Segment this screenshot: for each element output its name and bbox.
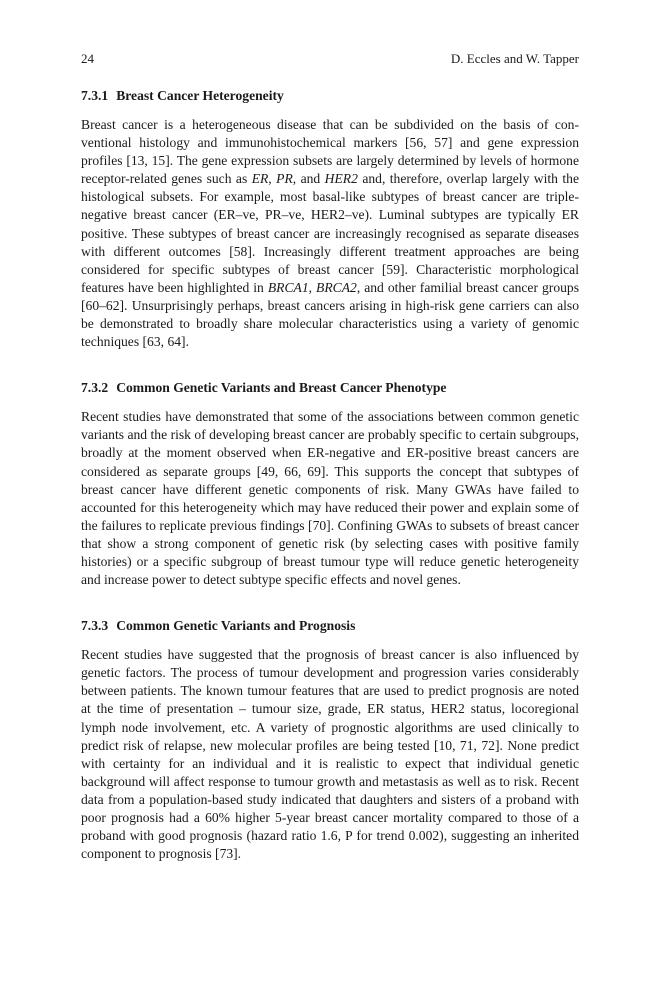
section-7-3-2 <box>81 379 579 589</box>
running-authors: D. Eccles and W. Tapper <box>450 51 579 66</box>
section-paragraph: Recent studies have demonstrated that some of the associations between common genetic variants and the risk of developing breast cancer are probably specific to certain subgroups, broadly at the moment observed when ER-negative and ER-positive breast cancers are considered as separate groups [49, 66, 69]. This supports the concept that subtypes of breast cancer have different genetic components of risk. Many GWAs have failed to accounted for this heterogeneity which may have reduced their power and explain some of the failures to replicate previous findings [70]. Confining GWAs to subsets of breast cancer that show a strong component of genetic risk (by selecting cases with positive family histories) or a specific subgroup of breast tumour type will reduce genetic heterogeneity and increase power to detect subtype specific effects and novel genes. <box>81 409 579 588</box>
section-7-3-3 <box>81 617 579 863</box>
section-number: 7.3.3 <box>81 618 109 634</box>
page-number: 24 <box>81 51 94 66</box>
section-number: 7.3.1 <box>81 88 109 103</box>
section-paragraph: Breast cancer is a heterogeneous disease that can be subdivided on the basis of conventional histology and immunohistochemical markers [56, 57] and gene expression profiles [13, 15]. The gene expression subsets are largely determined by levels of hormone receptor-related genes such as ER, PR, and HER2 and, therefore, overlap largely with the histological subsets. For example, most basal-like subtypes of breast cancer are triple-negative breast cancer (ER–ve, PR–ve, HER2–ve). Luminal subtypes are typically ER positive. These subtypes of breast cancer are increasingly recognised as separate diseases with different outcomes [58]. Increasingly different treatment approaches are being considered for specific subtypes of breast cancer [59]. Characteristic morphological features have been highlighted in BRCA1, BRCA2, and other familial breast cancer groups [60–62]. Unsurprisingly perhaps, breast cancers arising in high-risk gene carriers can also be demonstrated to broadly share molecular characteristics using a variety of genomic techniques [63, 64]. <box>81 117 580 350</box>
document-page <box>81 51 579 891</box>
section-heading <box>81 87 579 105</box>
section-paragraph: Recent studies have suggested that the prognosis of breast cancer is also influenced by genetic factors. The process of tumour development and progression varies considerably between patients. The known tumour features that are used to predict prognosis are noted at the time of presentation – tumour size, grade, ER status, HER2 status, locoregional lymph node involvement, etc. A variety of prognostic algorithms are used clinically to predict risk of relapse, new molecular profiles are being tested [10, 71, 72]. None predict with certainty for an individual and it is realistic to expect that individual genetic background will affect response to tumour growth and metastasis as well as to risk. Recent data from a population-based study indicated that daughters and sisters of a proband with poor prognosis had a 60% higher 5-year breast cancer mortality compared to those of a proband with good prognosis (hazard ratio 1.6, P for trend 0.002), suggesting an inherited component to prognosis [73]. <box>81 647 579 862</box>
section-title: Common Genetic Variants and Prognosis <box>116 618 356 634</box>
section-title: Common Genetic Variants and Breast Cancer Phenotype <box>116 380 447 396</box>
section-heading <box>81 617 579 635</box>
running-header <box>81 51 579 67</box>
section-title: Breast Cancer Heterogeneity <box>116 88 284 103</box>
section-number: 7.3.2 <box>81 380 109 396</box>
section-heading <box>81 379 579 397</box>
section-7-3-1 <box>81 87 579 351</box>
